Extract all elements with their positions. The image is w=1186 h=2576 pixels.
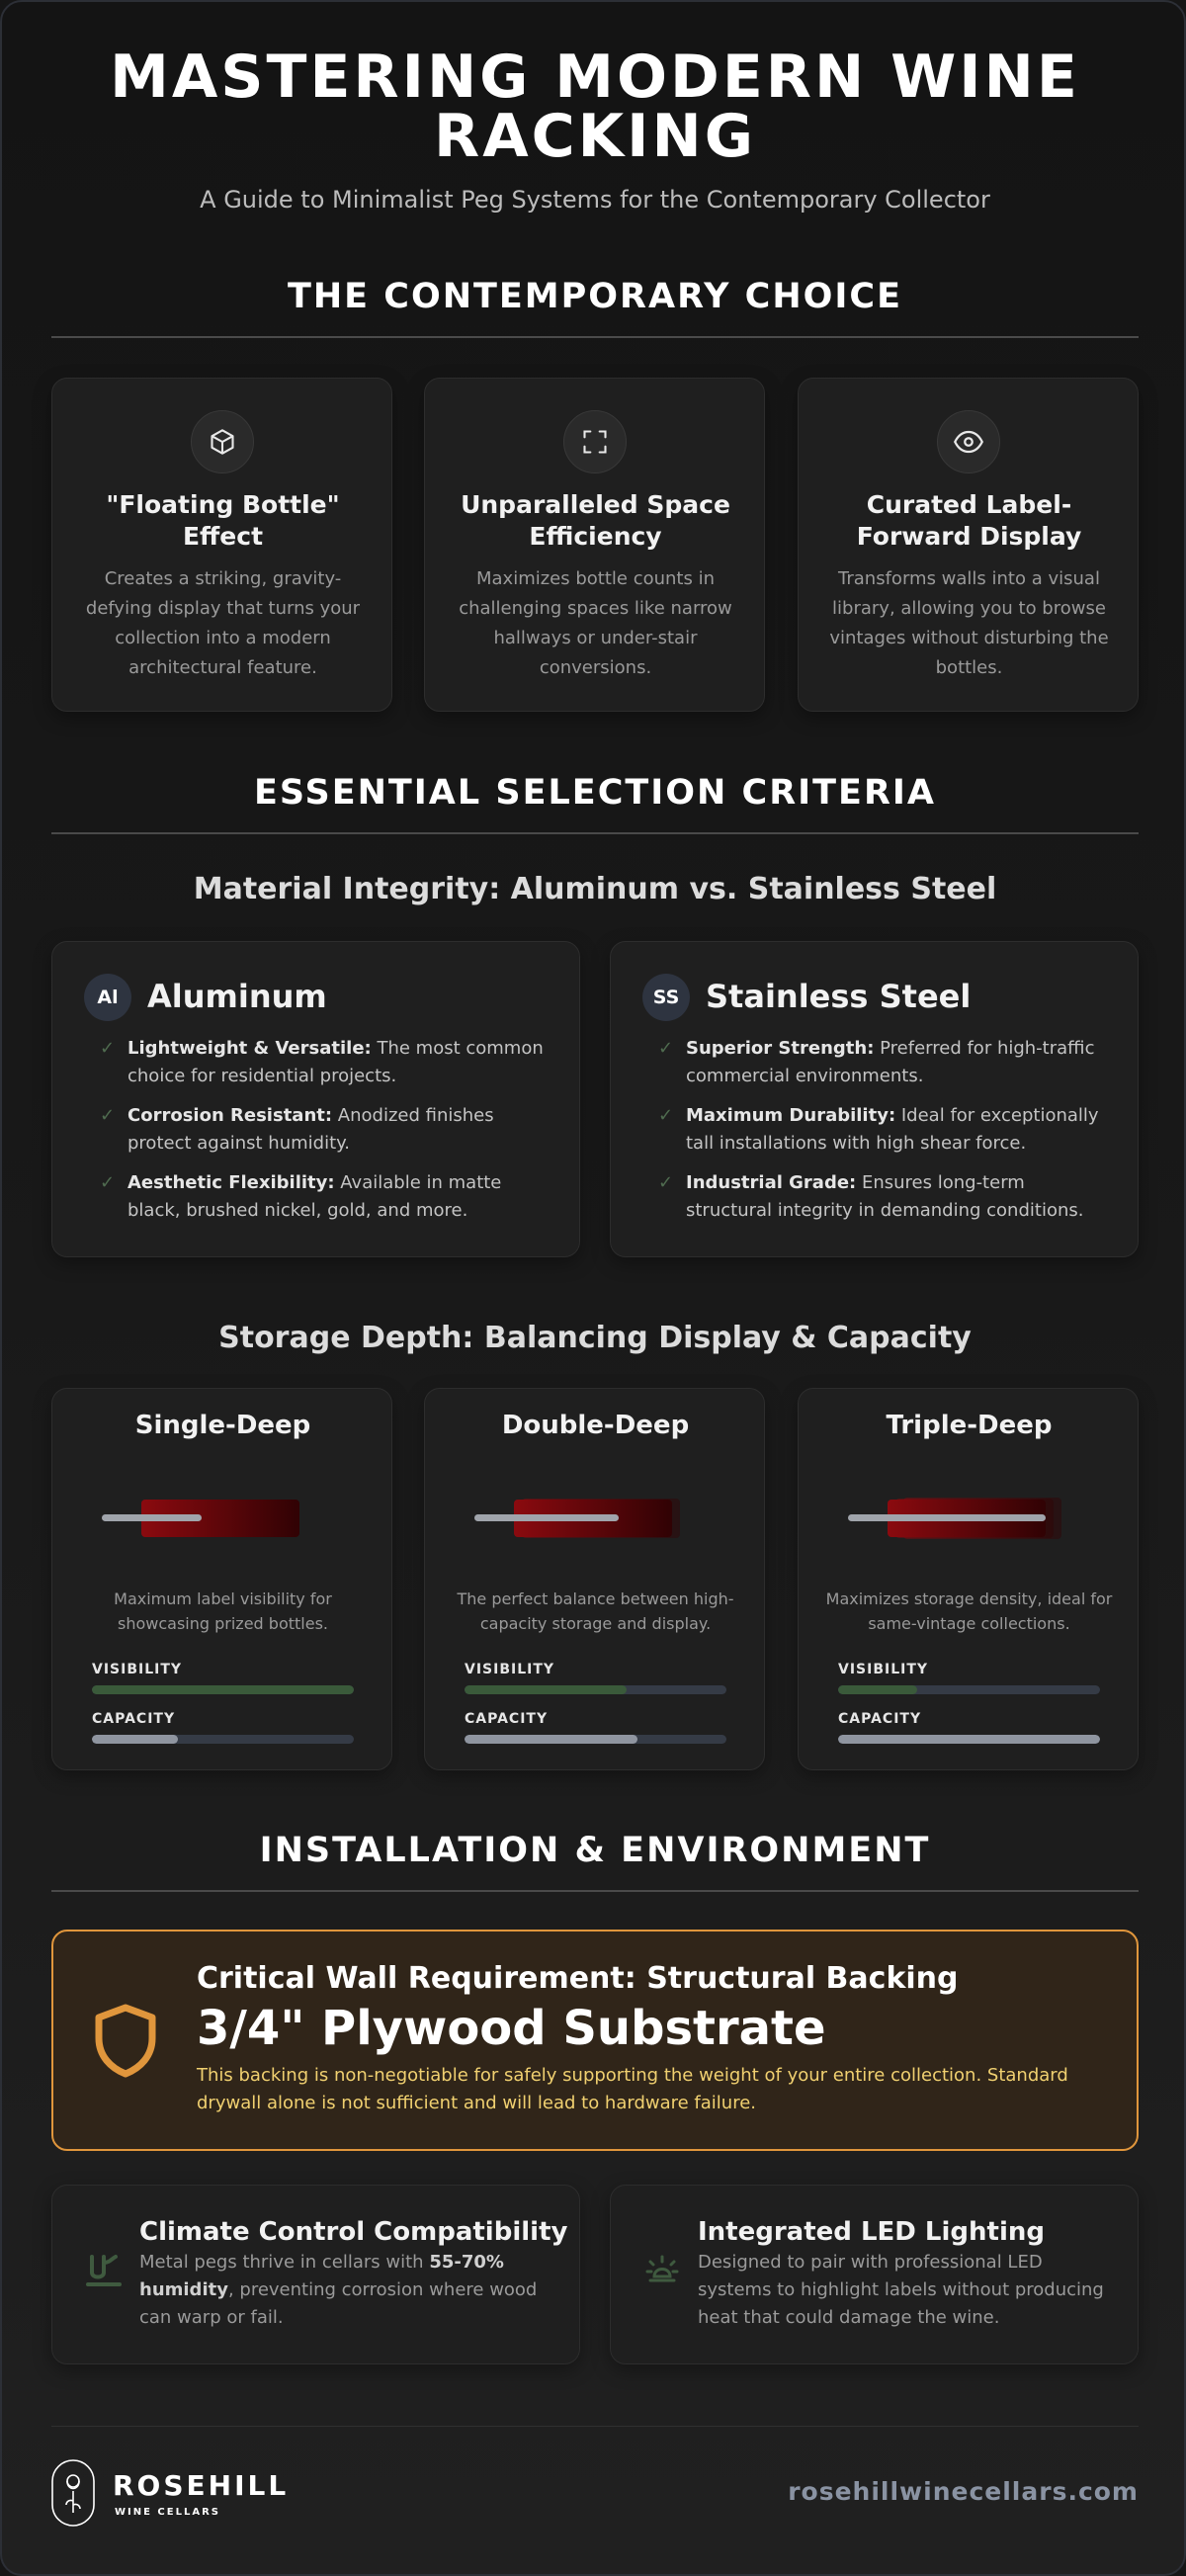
capacity-fill	[92, 1735, 178, 1744]
visibility-label: VISIBILITY	[838, 1662, 929, 1677]
section-divider	[51, 336, 1139, 338]
page-title: MASTERING MODERN WINE RACKING	[110, 43, 1080, 171]
visibility-fill	[92, 1685, 354, 1694]
depth-card-double	[424, 1388, 765, 1770]
visibility-label: VISIBILITY	[92, 1662, 183, 1677]
material-name: Aluminum	[147, 978, 327, 1015]
material-badge: Al	[84, 974, 131, 1021]
wall-peg	[848, 1514, 1046, 1521]
env-desc: Designed to pair with professional LED systems to highlight labels without producing heat that could damage the wine.	[698, 2252, 1104, 2328]
material-points	[658, 1035, 1113, 1237]
website-link[interactable]: rosehillwinecellars.com	[788, 2477, 1139, 2506]
bottle-illustration	[474, 1488, 717, 1547]
check-icon: ✓	[100, 1172, 116, 1193]
capacity-label: CAPACITY	[92, 1711, 176, 1727]
list-item: ✓ Superior Strength: Preferred for high-traffic commercial environments.	[658, 1035, 1113, 1090]
depth-card-single	[51, 1388, 392, 1770]
page-subtitle: A Guide to Minimalist Peg Systems for the Contemporary Collector	[200, 186, 990, 214]
capacity-fill	[838, 1735, 1100, 1744]
rose-logo-icon	[51, 2459, 95, 2531]
list-item: ✓ Corrosion Resistant: Anodized finishes protect against humidity.	[100, 1102, 554, 1158]
callout-desc: This backing is non-negotiable for safely supporting the weight of your entire collection. Standard drywall alone is not sufficient and will lead to hardware failure.	[197, 2065, 1068, 2113]
env-title: Climate Control Compatibility	[139, 2217, 568, 2247]
env-card-climate	[51, 2185, 580, 2364]
visibility-bar	[838, 1685, 1100, 1694]
materials-title: Material Integrity: Aluminum vs. Stainless Steel	[193, 872, 997, 906]
feature-desc: Creates a striking, gravity-defying display that turns your collection into a modern architectural feature.	[85, 568, 361, 678]
cube-icon	[191, 410, 254, 473]
feature-desc: Maximizes bottle counts in challenging spaces like narrow hallways or under-stair conversions.	[459, 568, 732, 678]
capacity-bar	[838, 1735, 1100, 1744]
material-card-aluminum	[51, 941, 580, 1257]
depth-desc: Maximum label visibility for showcasing prized bottles.	[114, 1589, 332, 1633]
feature-title: Curated Label-Forward Display	[856, 490, 1082, 551]
env-desc: Metal pegs thrive in cellars with 55-70% humidity, preventing corrosion where wood can warp or fail.	[139, 2252, 538, 2328]
section-title-choice: THE CONTEMPORARY CHOICE	[288, 277, 902, 316]
visibility-bar	[92, 1685, 354, 1694]
feature-title: Unparalleled Space Efficiency	[461, 490, 730, 551]
callout-highlight: 3/4" Plywood Substrate	[197, 2001, 826, 2056]
capacity-bar	[92, 1735, 354, 1744]
section-divider	[51, 1890, 1139, 1892]
brand-name: ROSEHILL	[113, 2469, 290, 2502]
visibility-bar	[465, 1685, 726, 1694]
list-item: ✓ Aesthetic Flexibility: Available in matte black, brushed nickel, gold, and more.	[100, 1169, 554, 1225]
capacity-label: CAPACITY	[838, 1711, 922, 1727]
list-item: ✓ Maximum Durability: Ideal for exceptionally tall installations with high shear force.	[658, 1102, 1113, 1158]
section-divider	[51, 832, 1139, 834]
eye-icon	[937, 410, 1000, 473]
depth-name: Single-Deep	[134, 1411, 311, 1440]
visibility-fill	[838, 1685, 917, 1694]
capacity-label: CAPACITY	[465, 1711, 549, 1727]
bottle-illustration	[102, 1488, 344, 1547]
depth-desc: Maximizes storage density, ideal for same-vintage collections.	[825, 1589, 1113, 1633]
feature-card-label	[798, 378, 1139, 712]
callout-title: Critical Wall Requirement: Structural Backing	[197, 1961, 959, 1996]
visibility-label: VISIBILITY	[465, 1662, 555, 1677]
section-title-criteria: ESSENTIAL SELECTION CRITERIA	[253, 773, 937, 813]
wall-peg	[102, 1514, 202, 1521]
depth-name: Triple-Deep	[886, 1411, 1053, 1440]
bottle-illustration	[848, 1488, 1090, 1547]
shield-icon	[93, 2003, 158, 2082]
depth-card-triple	[798, 1388, 1139, 1770]
list-item: ✓ Lightweight & Versatile: The most common choice for residential projects.	[100, 1035, 554, 1090]
led-light-icon	[644, 2253, 680, 2292]
feature-card-floating	[51, 378, 392, 712]
check-icon: ✓	[100, 1038, 116, 1059]
wall-requirement-callout	[51, 1930, 1139, 2151]
visibility-fill	[465, 1685, 627, 1694]
depth-desc: The perfect balance between high-capacity storage and display.	[457, 1589, 734, 1633]
capacity-bar	[465, 1735, 726, 1744]
depth-name: Double-Deep	[501, 1411, 690, 1440]
depth-title: Storage Depth: Balancing Display & Capacity	[218, 1321, 972, 1355]
capacity-fill	[465, 1735, 637, 1744]
brand-subtitle: WINE CELLARS	[115, 2507, 220, 2518]
feature-card-space	[424, 378, 765, 712]
feature-title: "Floating Bottle" Effect	[106, 490, 340, 551]
list-item: ✓ Industrial Grade: Ensures long-term structural integrity in demanding conditions.	[658, 1169, 1113, 1225]
material-points	[100, 1035, 554, 1237]
humidity-icon	[86, 2253, 122, 2292]
section-title-install: INSTALLATION & ENVIRONMENT	[259, 1831, 931, 1870]
env-title: Integrated LED Lighting	[698, 2217, 1045, 2247]
env-card-led	[610, 2185, 1139, 2364]
feature-desc: Transforms walls into a visual library, allowing you to browse vintages without disturbing the bottles.	[829, 568, 1109, 678]
wall-peg	[474, 1514, 619, 1521]
check-icon: ✓	[658, 1105, 674, 1126]
material-name: Stainless Steel	[706, 978, 972, 1015]
check-icon: ✓	[658, 1038, 674, 1059]
expand-icon	[563, 410, 627, 473]
material-badge: SS	[642, 974, 690, 1021]
check-icon: ✓	[100, 1105, 116, 1126]
material-card-stainless	[610, 941, 1139, 1257]
check-icon: ✓	[658, 1172, 674, 1193]
footer-divider	[51, 2426, 1139, 2427]
